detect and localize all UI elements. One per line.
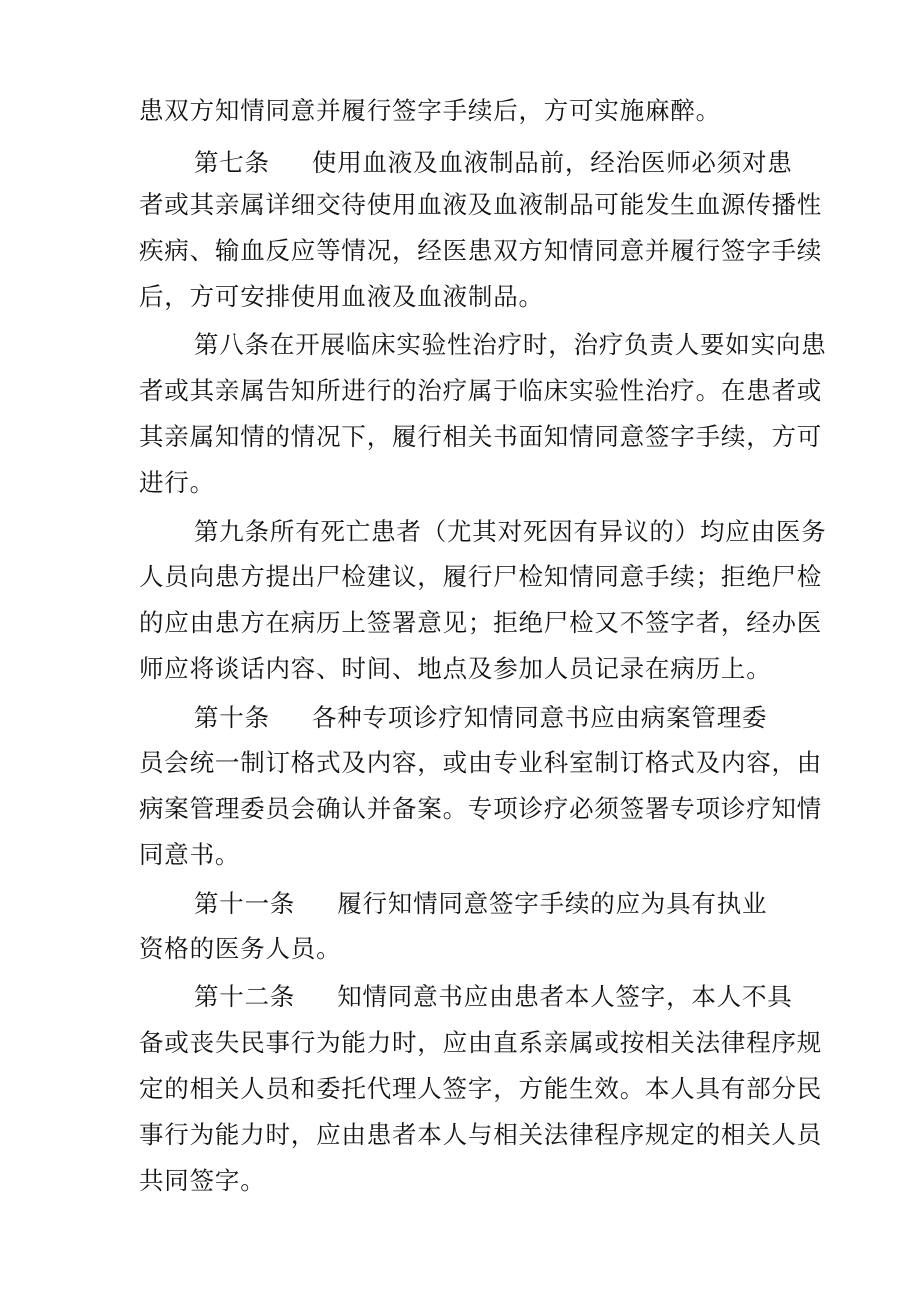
paragraph-line: 患双方知情同意并履行签字手续后，方可实施麻醉。 bbox=[139, 96, 721, 125]
article-12-first-line: 第十二条 知情同意书应由患者本人签字，本人不具 bbox=[194, 982, 793, 1011]
paragraph-line: 进行。 bbox=[139, 468, 215, 497]
article-8-first-line: 第八条在开展临床实验性治疗时，治疗负责人要如实向患 bbox=[194, 330, 827, 359]
paragraph-line: 备或丧失民事行为能力时，应由直系亲属或按相关法律程序规 bbox=[139, 1028, 823, 1057]
article-7-first-line: 第七条 使用血液及血液制品前，经治医师必须对患 bbox=[194, 148, 793, 177]
paragraph-line: 其亲属知情的情况下，履行相关书面知情同意签字手续，方可 bbox=[139, 422, 823, 451]
paragraph-line: 员会统一制订格式及内容，或由专业科室制订格式及内容，由 bbox=[139, 748, 823, 777]
paragraph-line: 定的相关人员和委托代理人签字，方能生效。本人具有部分民 bbox=[139, 1074, 823, 1103]
paragraph-line: 师应将谈话内容、时间、地点及参加人员记录在病历上。 bbox=[139, 654, 772, 683]
paragraph-line: 后，方可安排使用血液及血液制品。 bbox=[139, 282, 544, 311]
article-number: 第七条 bbox=[194, 148, 270, 177]
paragraph-line: 同意书。 bbox=[139, 840, 241, 869]
paragraph-line: 病案管理委员会确认并备案。专项诊疗必须签署专项诊疗知情 bbox=[139, 794, 823, 823]
paragraph-line: 资格的医务人员。 bbox=[139, 934, 342, 963]
paragraph-line: 者或其亲属详细交待使用血液及血液制品可能发生血源传播性 bbox=[139, 190, 823, 219]
paragraph-line: 共同签字。 bbox=[139, 1166, 266, 1195]
paragraph-line: 事行为能力时，应由患者本人与相关法律程序规定的相关人员 bbox=[139, 1120, 823, 1149]
paragraph-line: 人员向患方提出尸检建议，履行尸检知情同意手续；拒绝尸检 bbox=[139, 562, 823, 591]
article-11-first-line: 第十一条 履行知情同意签字手续的应为具有执业 bbox=[194, 889, 768, 918]
article-9-first-line: 第九条所有死亡患者（尤其对死因有异议的）均应由医务 bbox=[194, 517, 827, 546]
paragraph-line: 的应由患方在病历上签署意见；拒绝尸检又不签字者，经办医 bbox=[139, 608, 823, 637]
article-number: 第十条 bbox=[194, 703, 270, 732]
article-10-first-line: 第十条 各种专项诊疗知情同意书应由病案管理委 bbox=[194, 703, 768, 732]
article-number: 第十一条 bbox=[194, 889, 296, 918]
paragraph-line: 者或其亲属告知所进行的治疗属于临床实验性治疗。在患者或 bbox=[139, 376, 823, 405]
article-number: 第十二条 bbox=[194, 982, 296, 1011]
paragraph-line: 疾病、输血反应等情况，经医患双方知情同意并履行签字手续 bbox=[139, 236, 823, 265]
